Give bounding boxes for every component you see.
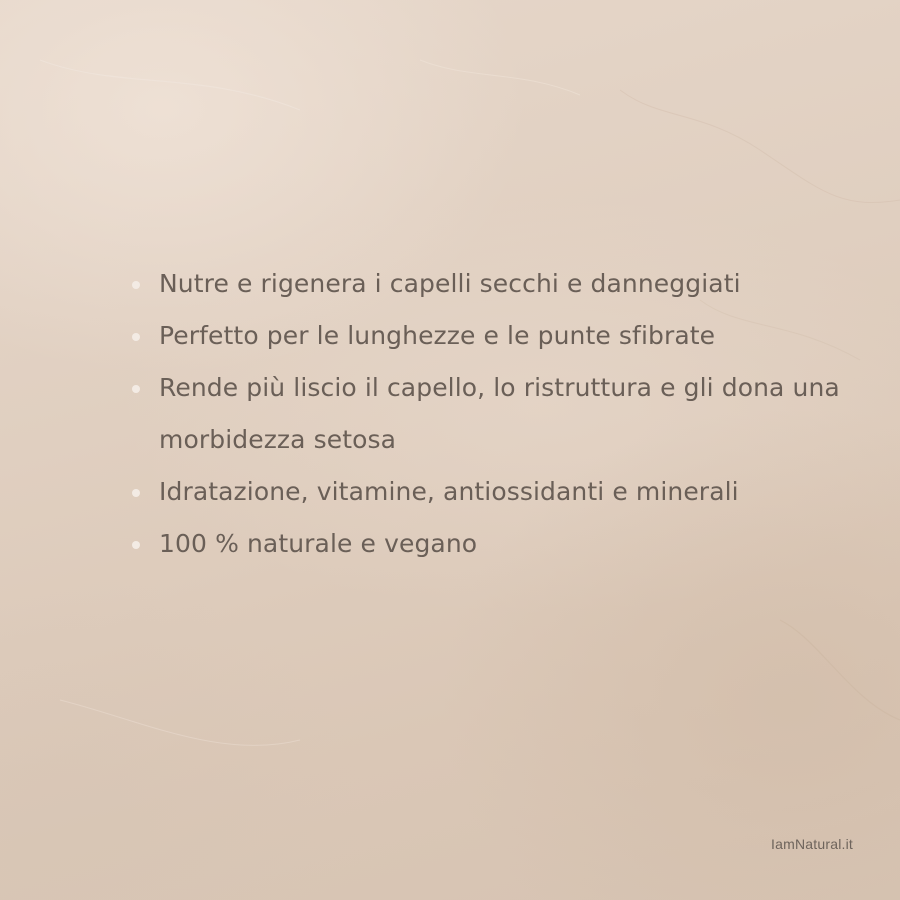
benefit-text: Perfetto per le lunghezze e le punte sfibrate <box>159 321 716 350</box>
benefit-text: Rende più liscio il capello, lo ristruttura e gli dona una morbidezza setosa <box>159 373 840 454</box>
benefit-text: 100 % naturale e vegano <box>159 529 478 558</box>
list-item <box>132 310 872 362</box>
benefit-text: Idratazione, vitamine, antiossidanti e minerali <box>159 477 739 506</box>
benefit-text: Nutre e rigenera i capelli secchi e danneggiati <box>159 269 741 298</box>
benefits-list <box>132 258 872 570</box>
brand-watermark: IamNatural.it <box>771 836 853 852</box>
bullet-icon <box>132 541 140 549</box>
list-item <box>132 258 872 310</box>
bullet-icon <box>132 385 140 393</box>
list-item <box>132 466 872 518</box>
list-item <box>132 362 872 466</box>
bullet-icon <box>132 281 140 289</box>
list-item <box>132 518 872 570</box>
bullet-icon <box>132 489 140 497</box>
bullet-icon <box>132 333 140 341</box>
